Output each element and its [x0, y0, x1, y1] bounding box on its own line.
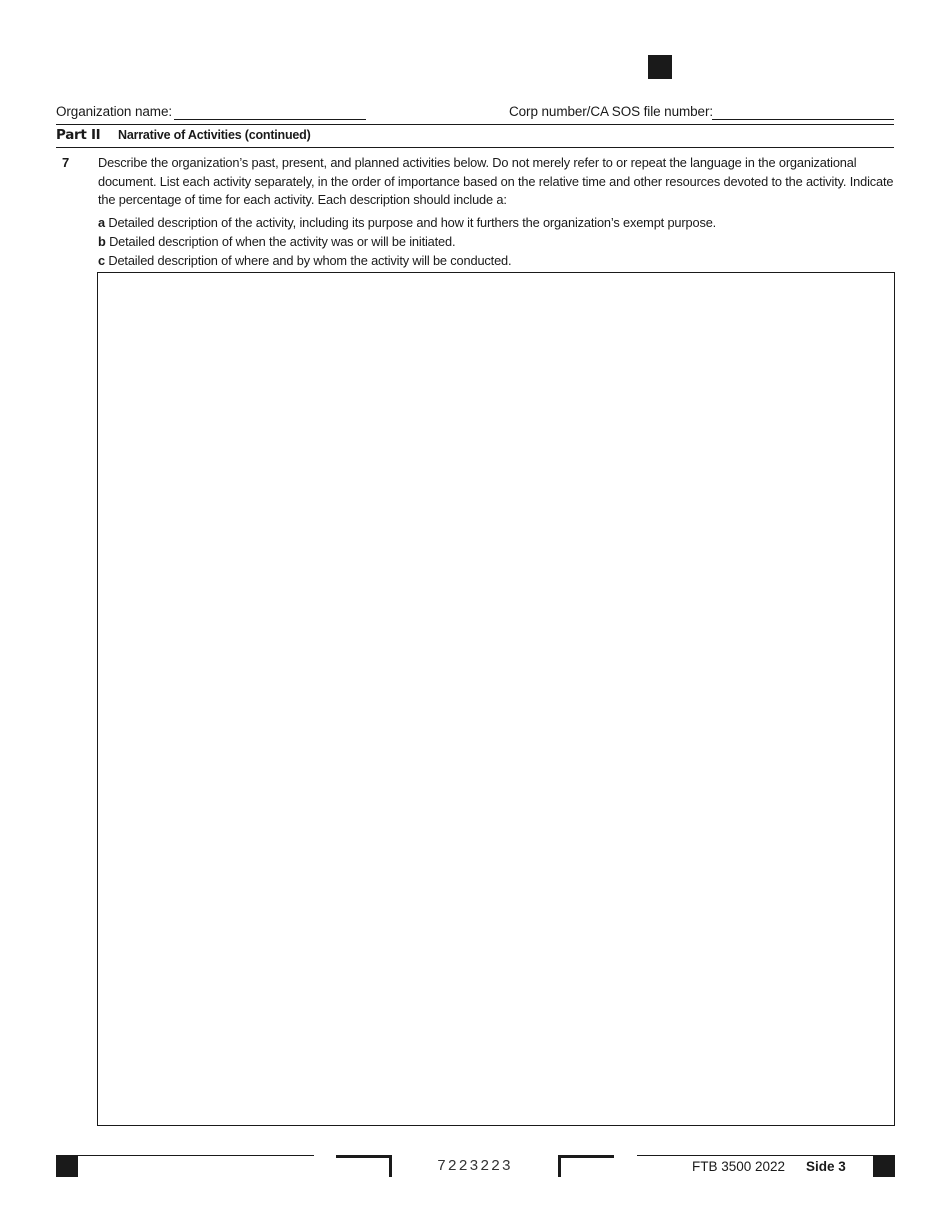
item-c-letter: c — [98, 253, 105, 268]
part-label: Part II — [56, 127, 101, 143]
item-a-text: Detailed description of the activity, including its purpose and how it furthers the organization’s exempt purpose. — [108, 215, 717, 230]
item-a-letter: a — [98, 215, 105, 230]
part-title: Narrative of Activities (continued) — [118, 128, 311, 142]
corner-mark-left-h — [336, 1155, 392, 1158]
item-b — [98, 234, 455, 249]
side-number: Side 3 — [806, 1159, 846, 1174]
form-id: FTB 3500 2022 — [692, 1159, 786, 1174]
corp-number-label: Corp number/CA SOS file number: — [509, 104, 713, 119]
question-number: 7 — [62, 155, 70, 170]
item-c — [98, 253, 511, 268]
corner-mark-right-v — [558, 1155, 561, 1177]
footer-rule-left — [78, 1155, 314, 1156]
footer-rule-right — [637, 1155, 873, 1156]
organization-name-field[interactable] — [174, 119, 366, 120]
registration-mark-bottom-left — [56, 1155, 78, 1177]
barcode-number: 7223223 — [437, 1158, 513, 1175]
question-instructions: Describe the organization’s past, present, and planned activities below. Do not merely refer to or repeat the language in the organizational document. List each activity separately, in the order of importance based on the relative time and other resources devoted to the activity. Indicate the percentage of time for each activity. Each description should include a: — [98, 155, 894, 208]
item-b-text: Detailed description of when the activity was or will be initiated. — [109, 234, 456, 249]
part-header — [56, 124, 894, 148]
registration-mark-bottom-right — [873, 1155, 895, 1177]
activities-answer-box[interactable] — [97, 272, 895, 1126]
item-a — [98, 215, 716, 230]
item-c-text: Detailed description of where and by whom the activity will be conducted. — [108, 253, 512, 268]
corp-number-field[interactable] — [712, 119, 894, 120]
organization-name-label: Organization name: — [56, 104, 173, 119]
corner-mark-left-v — [389, 1155, 392, 1177]
corner-mark-right-h — [558, 1155, 614, 1158]
item-b-letter: b — [98, 234, 106, 249]
registration-mark-top — [648, 55, 672, 79]
